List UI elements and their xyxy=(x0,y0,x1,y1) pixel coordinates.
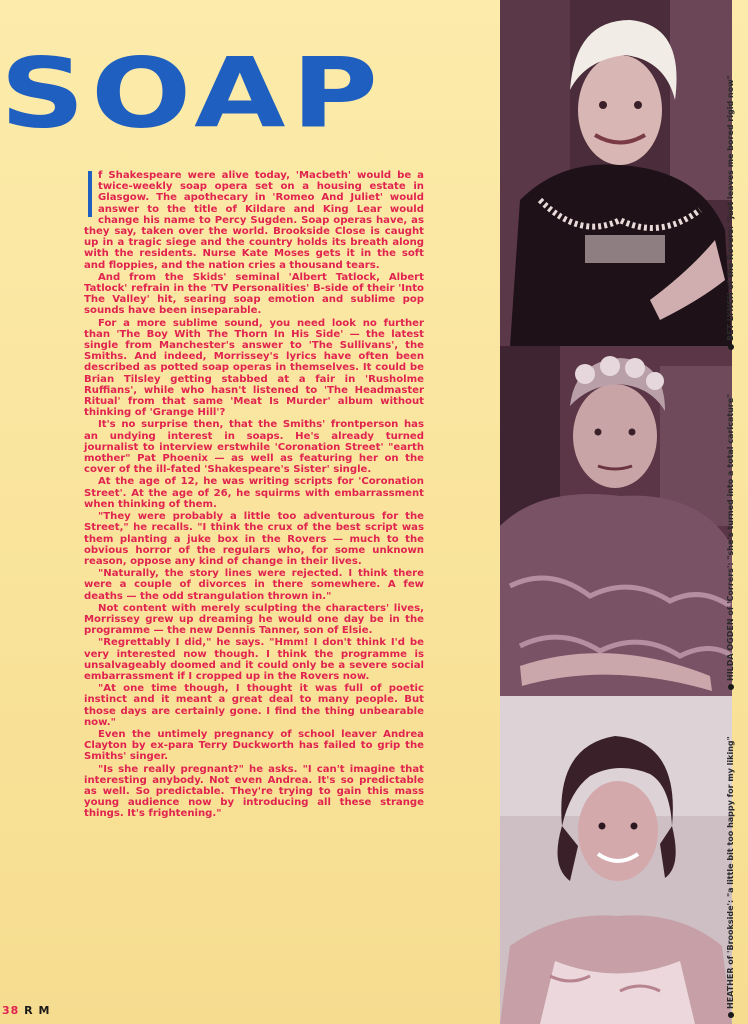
caption-heather: HEATHER of 'Brookside': "a little bit too happy for my liking" xyxy=(733,720,747,1018)
article-paragraph: At the age of 12, he was writing scripts for 'Coronation Street'. At the age of 26, he squirms with embarrassment when thinking of them. xyxy=(84,476,424,510)
article-paragraph: "At one time though, I thought it was full of poetic instinct and it meant a great deal to many people. But those days are certainly gone. I find the thing unbearable now." xyxy=(84,683,424,728)
bullet-icon xyxy=(728,344,734,350)
headline: SOAP xyxy=(0,36,384,150)
article-body xyxy=(84,170,424,990)
photo-hilda-ogden xyxy=(500,346,732,696)
magazine-name: R M xyxy=(24,1004,51,1017)
article-paragraph: "They were probably a little too adventurous for the Street," he recalls. "I think the crux of the best script was them planting a juke box in the Rovers — much to the obvious horror of the regulars who, for some unknown reason, oppose any kind of change in their lives. xyxy=(84,511,424,567)
article-paragraph: It's no surprise then, that the Smiths' frontperson has an undying interest in soaps. He's already turned journalist to interview erstwhile 'Coronation Street' "earth mother" Pat Phoenix — as well as featuring her on the cover of the ill-fated 'Shakespeare's Sister' single. xyxy=(84,419,424,476)
article-paragraph: "Regrettably I did," he says. "Hmm! I don't think I'd be very interested now though. I think the programme is unsalvageably doomed and it could only be a severe social embarrassment if I cropped up in the Rovers now. xyxy=(84,637,424,682)
bullet-icon xyxy=(728,684,734,690)
caption-bet-lynch: BET LYNCH of the Rovers: "just leaves me bored rigid now" xyxy=(733,20,747,350)
photo-column xyxy=(500,0,732,1024)
dropcap-bar xyxy=(88,171,92,217)
caption-hilda-ogden: HILDA OGDEN of 'Corrers': "she's turned into a total caricature" xyxy=(733,380,747,690)
page-number: 38 xyxy=(2,1004,20,1017)
article-paragraph: For a more sublime sound, you need look no further than 'The Boy With The Thorn In His Side' — the latest single from Manchester's answer to 'The Sullivans', the Smiths. And indeed, Morrissey's lyrics have often been described as potted soap operas in themselves. It could be Brian Tilsley getting stabbed at a fair in 'Rusholme Ruffians', while who hasn't listened to 'The Headmaster Ritual' from that same 'Meat Is Murder' album without thinking of 'Grange Hill'? xyxy=(84,317,424,419)
article-paragraph: f Shakespeare were alive today, 'Macbeth' would be a twice-weekly soap opera set on a housing estate in Glasgow. The apothecary in 'Romeo And Juliet' would answer to the title of Kildare and King Lear would change his name to Percy Sugden. Soap operas have, as they say, taken over the world. Brookside Close is caught up in a tragic siege and the country holds its breath along with the residents. Nurse Kate Moses gets it in the soft and floppies, and the nation cries a thousand tears. xyxy=(84,170,424,271)
article-paragraph: "Is she really pregnant?" he asks. "I can't imagine that interesting anybody. Not even Andrea. It's so predictable as well. So predictable. They're trying to gain this mass young audience now by introducing all these strange things. It's frightening." xyxy=(84,763,424,820)
article-paragraph: "Naturally, the story lines were rejected. I think there were a couple of divorces in there somewhere. A few deaths — the odd strangulation thrown in." xyxy=(84,568,424,602)
photo-bet-lynch xyxy=(500,0,732,346)
article-paragraph: Even the untimely pregnancy of school leaver Andrea Clayton by ex-para Terry Duckworth has failed to grip the Smiths' singer. xyxy=(84,728,424,763)
page-folio xyxy=(2,1004,50,1017)
article-paragraph: And from the Skids' seminal 'Albert Tatlock, Albert Tatlock' refrain in the 'TV Personalities' B-side of their 'Into The Valley' hit, searing soap emotion and sublime pop sounds have been inseparable. xyxy=(84,271,424,317)
photo-heather xyxy=(500,696,732,1024)
article-paragraph: Not content with merely sculpting the characters' lives, Morrissey grew up dreaming he would one day be in the programme — the new Dennis Tanner, son of Elsie. xyxy=(84,602,424,637)
bullet-icon xyxy=(728,1012,734,1018)
